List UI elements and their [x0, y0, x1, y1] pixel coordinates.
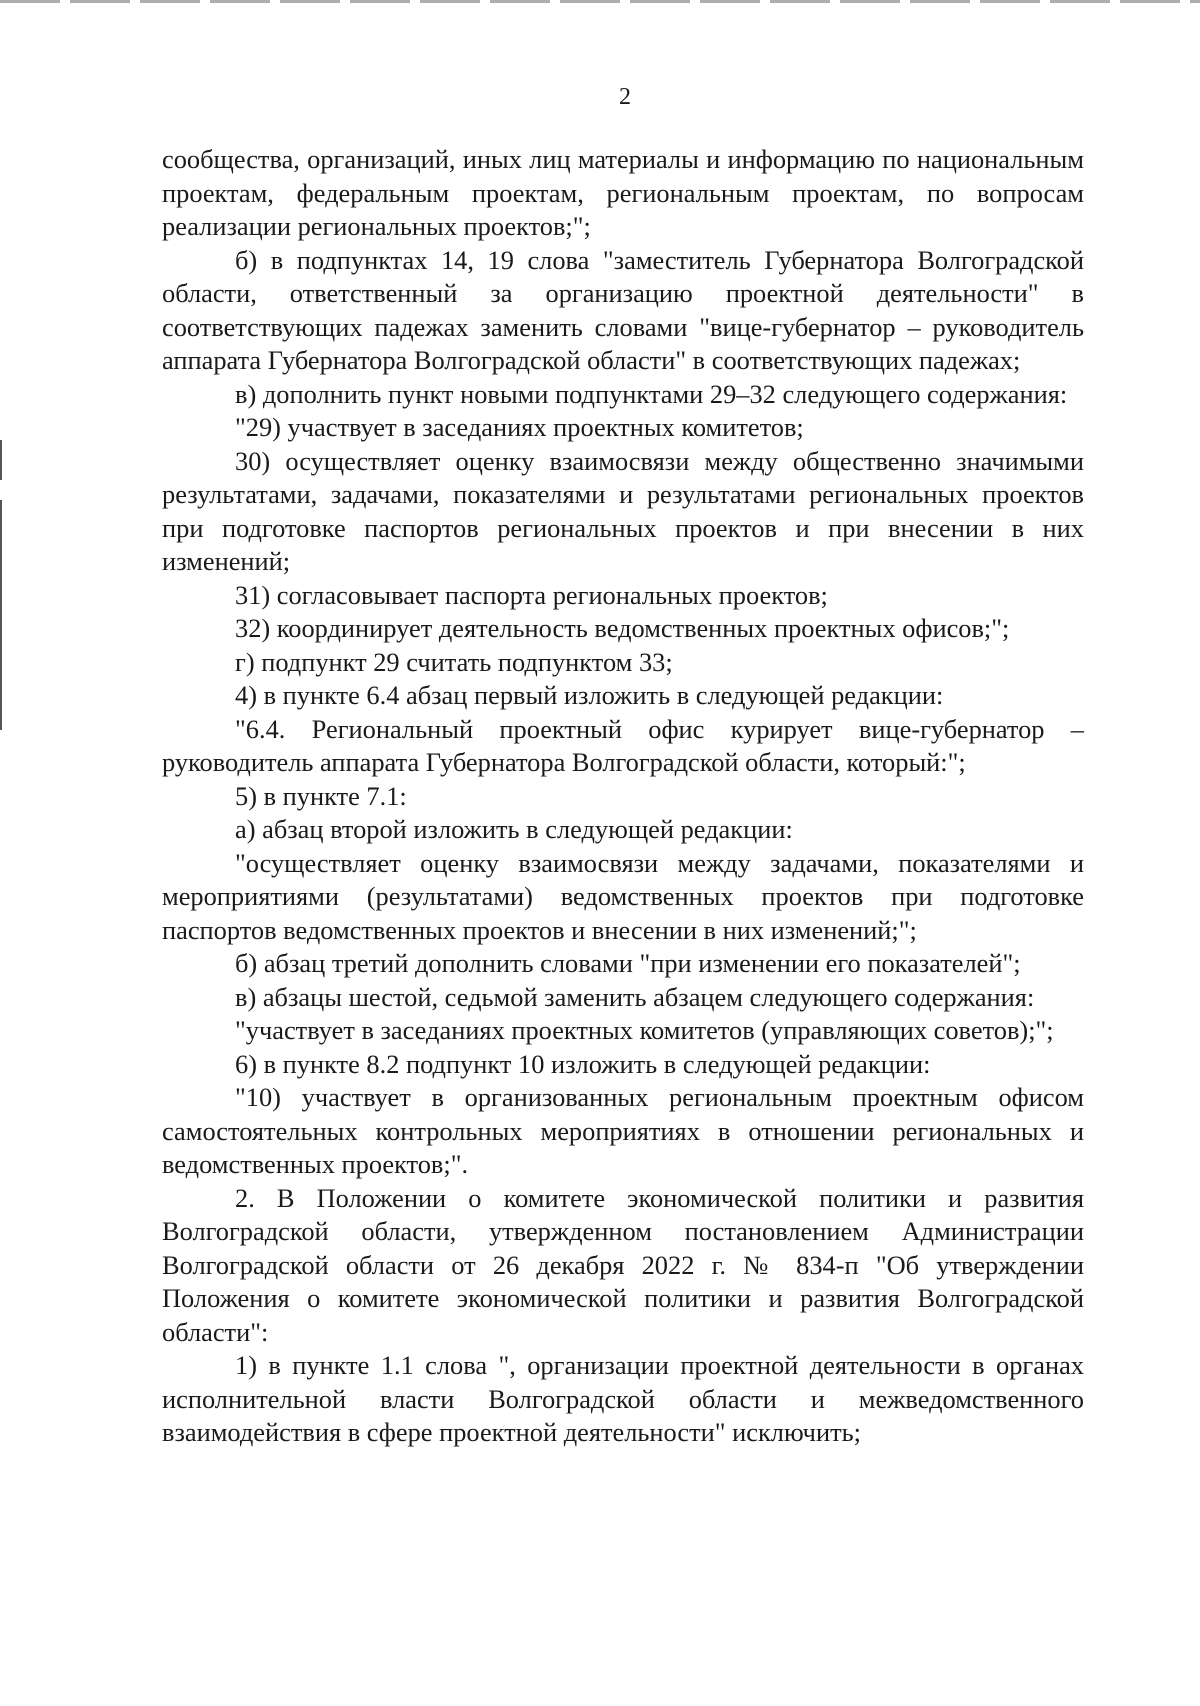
paragraph: сообщества, организаций, иных лиц материалы и информацию по национальным проектам, федеральным проектам, региональным проектам, по вопросам реализации региональных проектов;"; — [162, 144, 1084, 241]
scan-top-edge — [0, 0, 1200, 3]
paragraph: 5) в пункте 7.1: — [235, 780, 407, 811]
paragraph: 32) координирует деятельность ведомственных проектных офисов;"; — [235, 613, 1010, 643]
paragraph: 30) осуществляет оценку взаимосвязи между общественно значимыми результатами, задачами, показателями и результатами региональных проектов при подготовке паспортов региональных проектов и при внесении в них изменений; — [162, 445, 1084, 576]
paragraph: 2. В Положении о комитете экономической политики и развития Волгоградской области, утвержденном постановлением Администрации Волгоградской области от 26 декабря 2022 г. № 834-п "Об утверждении Положения о комитете экономической политики и развития Волгоградской области": — [162, 1182, 1084, 1347]
paragraph: б) в подпунктах 14, 19 слова "заместитель Губернатора Волгоградской области, ответственный за организацию проектной деятельности" в соответствующих падежах заменить словами "вице-губернатор – руководитель аппарата Губернатора Волгоградской области" в соответствующих падежах; — [162, 244, 1084, 375]
document-body — [162, 143, 1084, 1450]
paragraph: "6.4. Региональный проектный офис курирует вице-губернатор – руководитель аппарата Губернатора Волгоградской области, который:"; — [162, 713, 1084, 777]
paragraph: г) подпункт 29 считать подпунктом 33; — [235, 646, 673, 677]
scan-left-edge-mark — [0, 500, 2, 730]
paragraph: "10) участвует в организованных региональным проектным офисом самостоятельных контрольных мероприятиях в отношении региональных и ведомственных проектов;". — [162, 1082, 1084, 1179]
paragraph: "участвует в заседаниях проектных комитетов (управляющих советов);"; — [235, 1015, 1054, 1045]
paragraph: 1) в пункте 1.1 слова ", организации проектной деятельности в органах исполнительной власти Волгоградской области и межведомственного взаимодействия в сфере проектной деятельности" исключить; — [162, 1350, 1084, 1447]
scan-left-edge-mark — [0, 440, 2, 480]
paragraph: "29) участвует в заседаниях проектных комитетов; — [235, 412, 804, 442]
page-number: 2 — [619, 84, 631, 110]
paragraph: в) абзацы шестой, седьмой заменить абзацем следующего содержания: — [235, 981, 1035, 1012]
paragraph: 31) согласовывает паспорта региональных проектов; — [235, 579, 828, 610]
paragraph: "осуществляет оценку взаимосвязи между задачами, показателями и мероприятиями (результатами) ведомственных проектов при подготовке паспортов ведомственных проектов и внесении в них изменений;"; — [162, 847, 1084, 945]
paragraph: 4) в пункте 6.4 абзац первый изложить в следующей редакции: — [235, 680, 944, 710]
paragraph: б) абзац третий дополнить словами "при изменении его показателей"; — [235, 948, 1021, 978]
paragraph: 6) в пункте 8.2 подпункт 10 изложить в следующей редакции: — [235, 1048, 931, 1079]
paragraph: в) дополнить пункт новыми подпунктами 29–32 следующего содержания: — [235, 378, 1068, 409]
paragraph: а) абзац второй изложить в следующей редакции: — [235, 814, 793, 844]
